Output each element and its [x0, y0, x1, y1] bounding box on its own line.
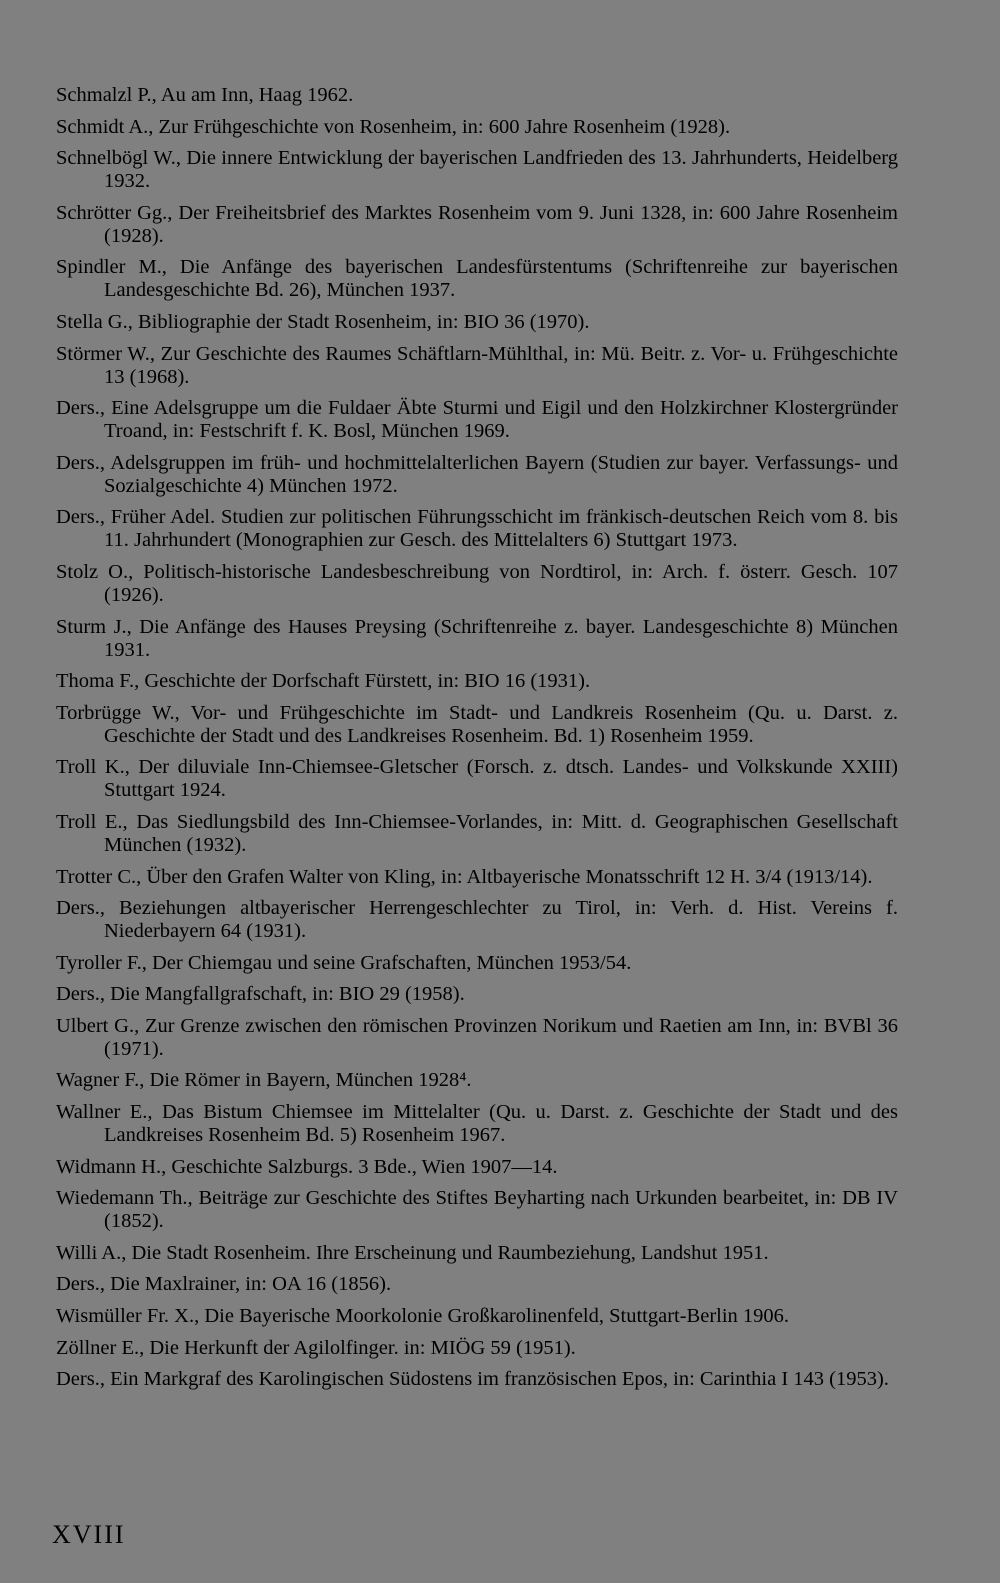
- bibliography-entry: Stella G., Bibliographie der Stadt Rosenheim, in: BIO 36 (1970).: [56, 310, 590, 333]
- bibliography-entry: Willi A., Die Stadt Rosenheim. Ihre Erscheinung und Raumbeziehung, Landshut 1951.: [56, 1241, 769, 1264]
- bibliography-entry: Ders., Beziehungen altbayerischer Herrengeschlechter zu Tirol, in: Verh. d. Hist. Vereins f. Niederbayern 64 (1931).: [56, 897, 898, 943]
- bibliography-entry: Ders., Adelsgruppen im früh- und hochmittelalterlichen Bayern (Studien zur bayer. Verfassungs- und Sozialgeschichte 4) München 1972.: [56, 451, 898, 497]
- bibliography-entry: Zöllner E., Die Herkunft der Agilolfinger. in: MIÖG 59 (1951).: [56, 1336, 576, 1359]
- bibliography-entry: Widmann H., Geschichte Salzburgs. 3 Bde., Wien 1907—14.: [56, 1155, 558, 1178]
- bibliography-entry: Störmer W., Zur Geschichte des Raumes Schäftlarn-Mühlthal, in: Mü. Beitr. z. Vor- u. Frühgeschichte 13 (1968).: [56, 342, 898, 388]
- bibliography-entry: Ders., Früher Adel. Studien zur politischen Führungsschicht im fränkisch-deutschen Reich vom 8. bis 11. Jahrhundert (Monographien zur Gesch. des Mittelalters 6) Stuttgart 1973.: [56, 506, 898, 552]
- bibliography-entry: Schrötter Gg., Der Freiheitsbrief des Marktes Rosenheim vom 9. Juni 1328, in: 600 Jahre Rosenheim (1928).: [56, 201, 898, 247]
- bibliography-entry: Schmidt A., Zur Frühgeschichte von Rosenheim, in: 600 Jahre Rosenheim (1928).: [56, 115, 731, 138]
- bibliography-entry: Wallner E., Das Bistum Chiemsee im Mittelalter (Qu. u. Darst. z. Geschichte der Stadt und des Landkreises Rosenheim Bd. 5) Rosenheim 1967.: [56, 1101, 898, 1147]
- bibliography-entry: Ulbert G., Zur Grenze zwischen den römischen Provinzen Norikum und Raetien am Inn, in: BVBl 36 (1971).: [56, 1014, 898, 1060]
- bibliography-entry: Schnelbögl W., Die innere Entwicklung der bayerischen Landfrieden des 13. Jahrhunderts, Heidelberg 1932.: [56, 147, 898, 193]
- bibliography-entry: Trotter C., Über den Grafen Walter von Kling, in: Altbayerische Monatsschrift 12 H. 3/4 (1913/14).: [56, 865, 873, 888]
- bibliography-entry: Stolz O., Politisch-historische Landesbeschreibung von Nordtirol, in: Arch. f. österr. Gesch. 107 (1926).: [56, 560, 898, 606]
- bibliography-entry: Wagner F., Die Römer in Bayern, München 1928⁴.: [56, 1069, 472, 1092]
- bibliography-entry: Troll K., Der diluviale Inn-Chiemsee-Gletscher (Forsch. z. dtsch. Landes- und Volkskunde XXIII) Stuttgart 1924.: [56, 756, 898, 802]
- bibliography-entry: Ders., Die Mangfallgrafschaft, in: BIO 29 (1958).: [56, 983, 465, 1006]
- bibliography-entry: Wiedemann Th., Beiträge zur Geschichte des Stiftes Beyharting nach Urkunden bearbeitet, in: DB IV (1852).: [56, 1187, 898, 1233]
- bibliography-entry: Wismüller Fr. X., Die Bayerische Moorkolonie Großkarolinenfeld, Stuttgart-Berlin 1906.: [56, 1305, 790, 1328]
- bibliography-entry: Ders., Die Maxlrainer, in: OA 16 (1856).: [56, 1273, 392, 1296]
- page-number: XVIII: [52, 1520, 126, 1549]
- bibliography-entry: Torbrügge W., Vor- und Frühgeschichte im Stadt- und Landkreis Rosenheim (Qu. u. Darst. z. Geschichte der Stadt und des Landkreises Rosenheim. Bd. 1) Rosenheim 1959.: [56, 701, 898, 747]
- bibliography-entry: Schmalzl P., Au am Inn, Haag 1962.: [56, 84, 354, 106]
- bibliography-entry: Tyroller F., Der Chiemgau und seine Grafschaften, München 1953/54.: [56, 951, 632, 974]
- bibliography-entry: Ders., Ein Markgraf des Karolingischen Südostens im französischen Epos, in: Carinthia I 143 (1953).: [56, 1368, 889, 1391]
- bibliography-entry: Troll E., Das Siedlungsbild des Inn-Chiemsee-Vorlandes, in: Mitt. d. Geographischen Gesellschaft München (1932).: [56, 810, 898, 856]
- bibliography-entry: Thoma F., Geschichte der Dorfschaft Fürstett, in: BIO 16 (1931).: [56, 670, 591, 693]
- bibliography-entry: Ders., Eine Adelsgruppe um die Fuldaer Äbte Sturmi und Eigil und den Holzkirchner Klostergründer Troand, in: Festschrift f. K. Bosl, München 1969.: [56, 397, 898, 443]
- bibliography-list: [56, 84, 898, 1400]
- bibliography-entry: Sturm J., Die Anfänge des Hauses Preysing (Schriftenreihe z. bayer. Landesgeschichte 8) München 1931.: [56, 615, 898, 661]
- bibliography-entry: Spindler M., Die Anfänge des bayerischen Landesfürstentums (Schriftenreihe zur bayerischen Landesgeschichte Bd. 26), München 1937.: [56, 256, 898, 302]
